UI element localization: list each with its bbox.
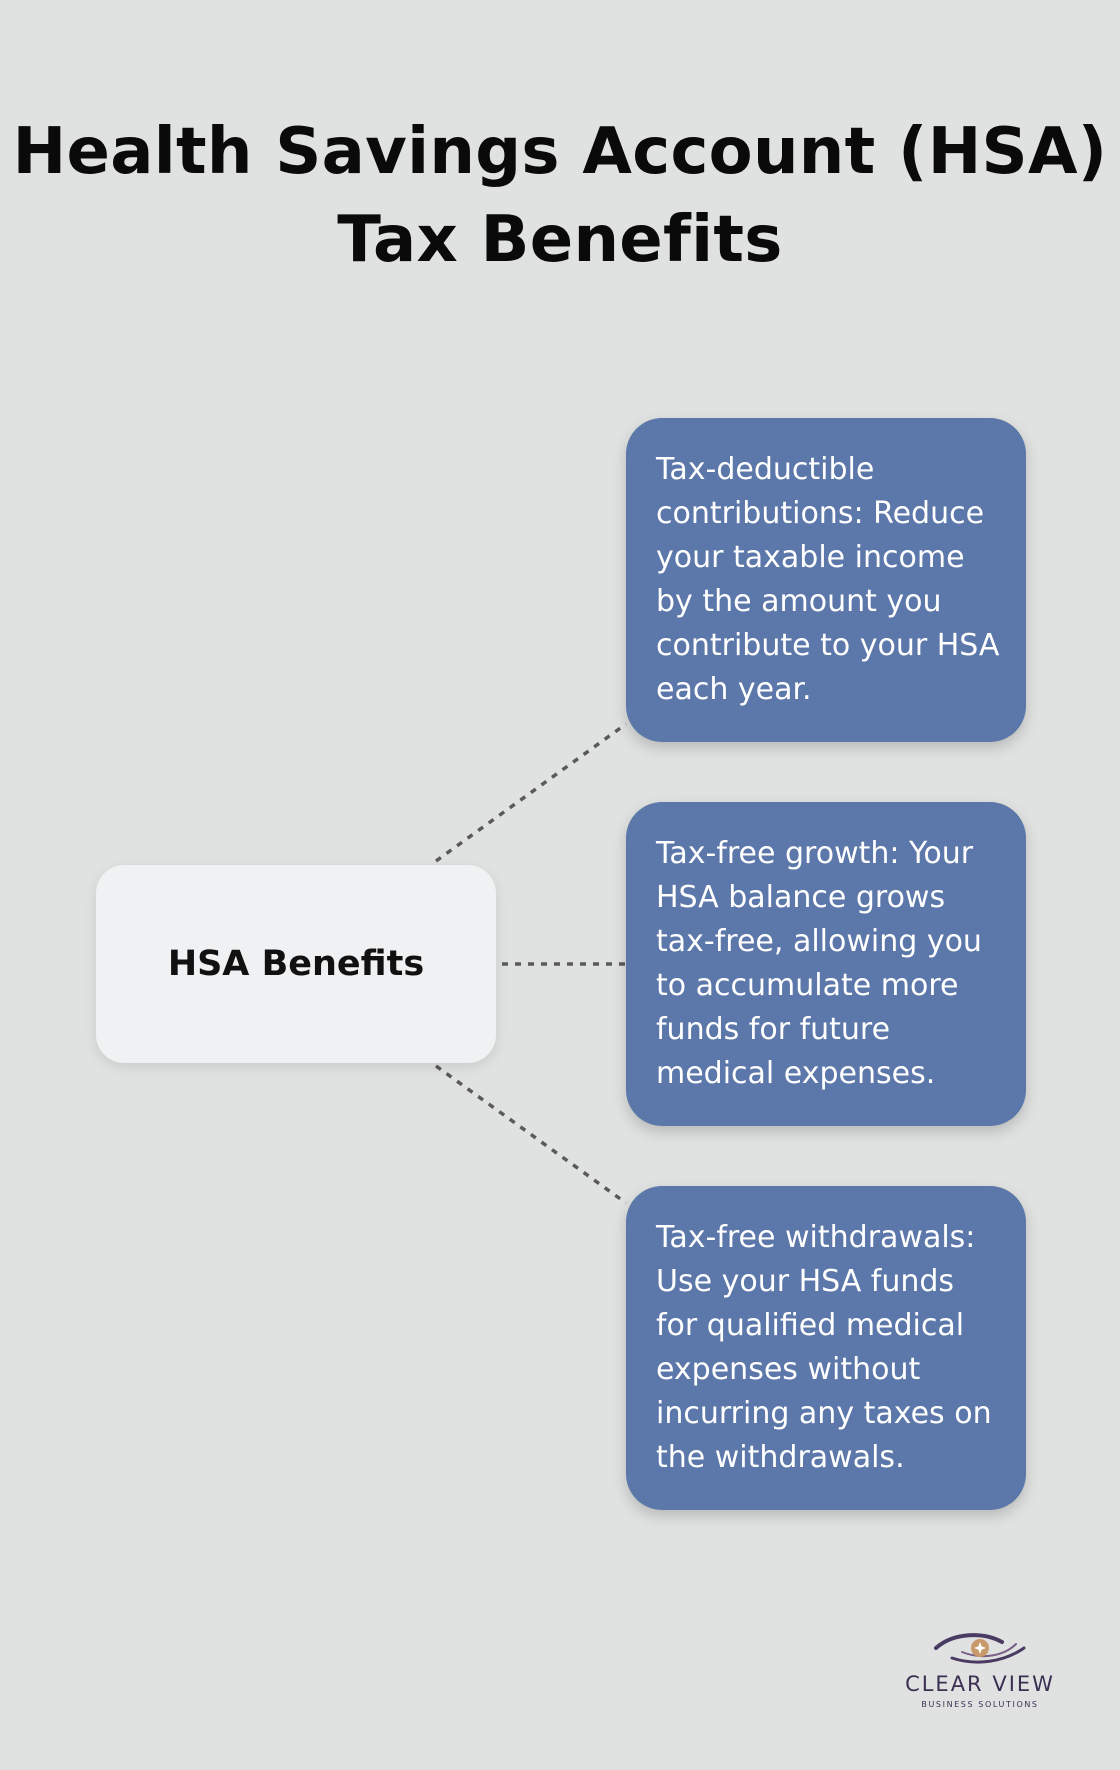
benefit-box-tax-free-growth [626, 802, 1026, 1126]
center-node-label: HSA Benefits [167, 944, 425, 984]
eye-swoosh-icon [932, 1630, 1028, 1670]
title-line-1: Health Savings Account (HSA) [12, 115, 1108, 189]
benefit-text: Tax-free growth: Your HSA balance grows tax-free, allowing you to accumulate more funds for future medical expenses. [656, 836, 982, 1091]
connector-to-benefit-1 [436, 724, 626, 861]
center-node [96, 865, 496, 1063]
benefit-text: Tax-free withdrawals: Use your HSA funds for qualified medical expenses without incurring any taxes on the withdrawals. [656, 1220, 992, 1475]
logo-tagline: BUSINESS SOLUTIONS [921, 1700, 1039, 1709]
logo-brand-name: CLEAR VIEW [905, 1672, 1055, 1696]
connector-to-benefit-3 [436, 1066, 626, 1203]
benefit-box-tax-deductible [626, 418, 1026, 742]
benefit-box-tax-free-withdrawals [626, 1186, 1026, 1510]
title-line-2: Tax Benefits [337, 203, 783, 277]
benefit-text: Tax-deductible contributions: Reduce your taxable income by the amount you contribute to your HSA each year. [656, 452, 1000, 707]
company-logo [890, 1624, 1070, 1714]
